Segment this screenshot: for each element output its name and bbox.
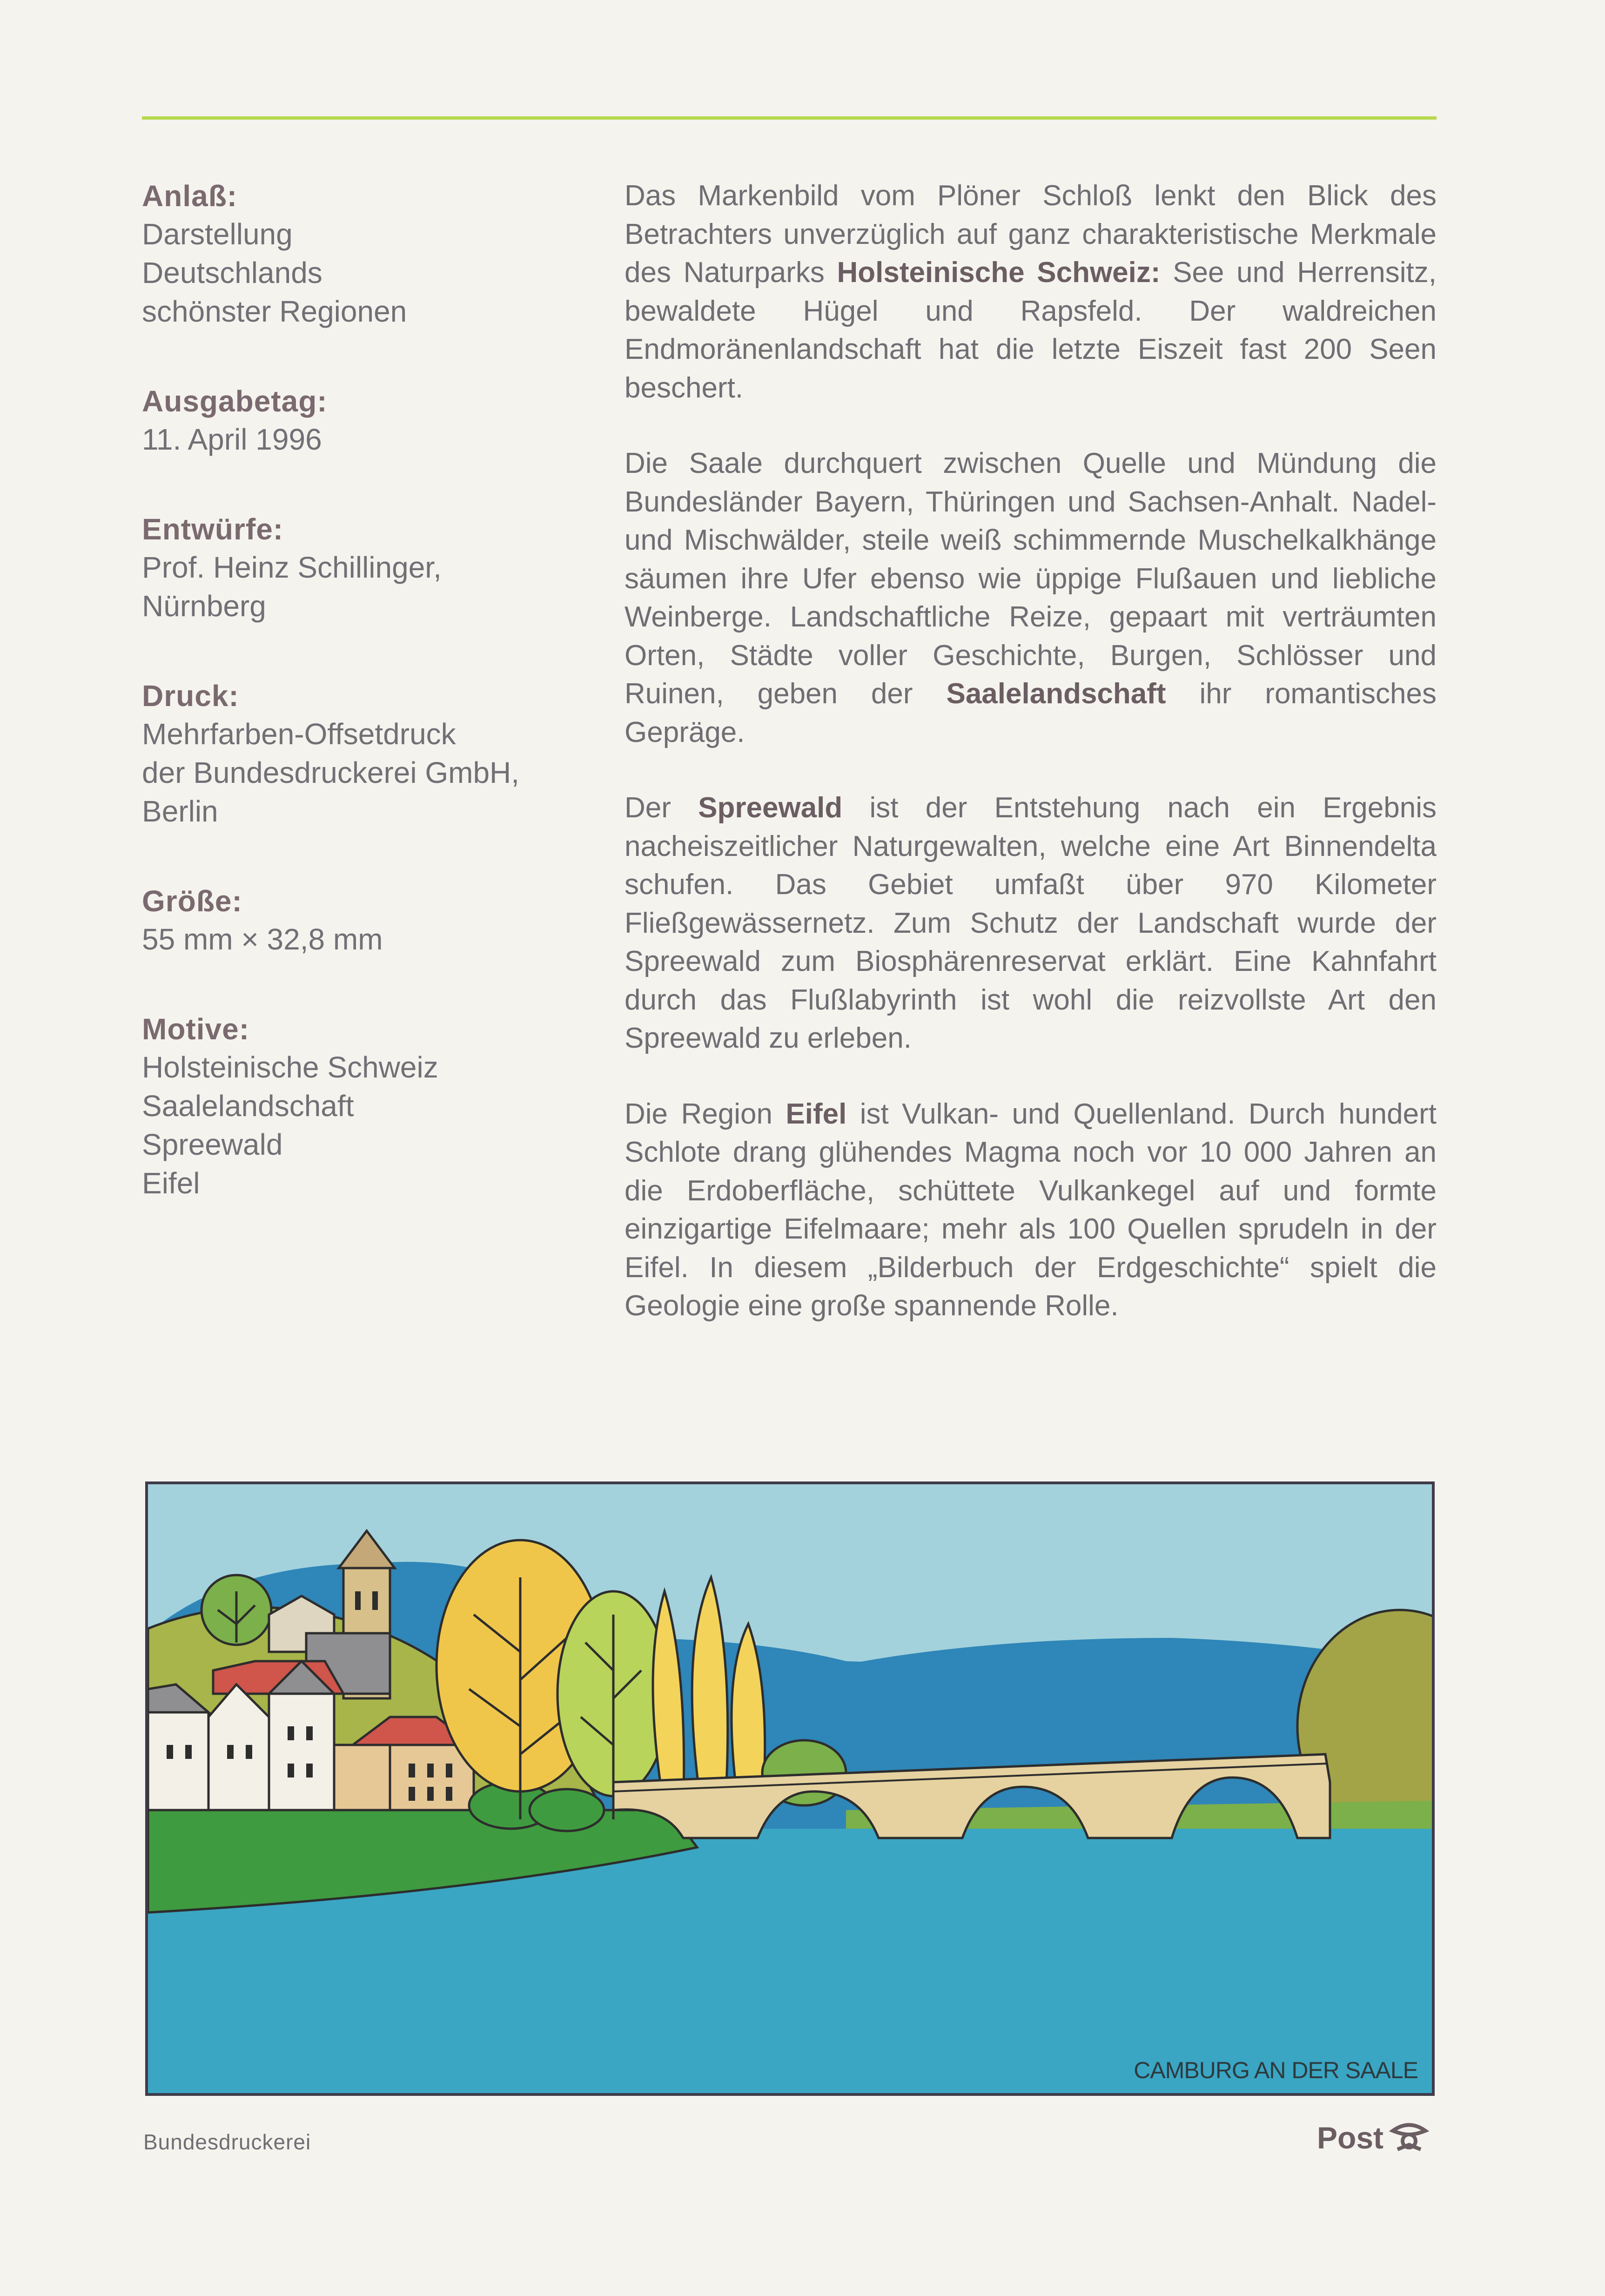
region-name: Holsteinische Schweiz: [837,256,1161,289]
meta-label: Anlaß: [142,179,238,213]
camburg-landscape-drawing [148,1484,1432,2093]
description-paragraph [625,444,1437,752]
top-accent-rule [142,116,1437,120]
paragraph-text: Das Markenbild vom Plöner Schloß lenkt den Blick des Betrachters unverzüglich auf ganz charakteristische Merkmale des Naturparks [625,180,1437,289]
region-name: Spreewald [698,792,843,824]
meta-block [142,382,607,459]
meta-value: Holsteinische Schweiz [142,1050,438,1084]
meta-value: der Bundesdruckerei GmbH, [142,756,520,789]
meta-value: schönster Regionen [142,295,407,328]
paragraph-text: Die Region [625,1098,786,1130]
posthorn-icon [1388,2121,1430,2154]
meta-label: Motive: [142,1012,249,1046]
meta-label: Entwürfe: [142,512,284,546]
description-paragraph [625,177,1437,407]
meta-column [142,177,607,1254]
footer-post-logo [1317,2120,1430,2155]
paragraph-text: See und Herrensitz, bewaldete Hügel und Rapsfeld. Der waldreichen Endmoränenlandschaft hat die letzte Eiszeit fast 200 Seen beschert. [625,256,1437,404]
footer-printer: Bundesdruckerei [143,2130,311,2154]
meta-label: Druck: [142,679,239,713]
stamp-caption: CAMBURG AN DER SAALE [1134,2057,1418,2083]
post-wordmark: Post [1317,2121,1384,2155]
meta-value: Deutschlands [142,256,322,290]
meta-value: 11. April 1996 [142,423,322,456]
description-column [625,177,1437,1363]
region-name: Eifel [786,1098,847,1130]
meta-value: Prof. Heinz Schillinger, [142,551,442,584]
meta-block [142,1010,607,1203]
paragraph-text: ist der Entstehung nach ein Ergebnis nacheiszeitlicher Naturgewalten, welche eine Art Binnendelta schufen. Das Gebiet umfaßt über 970 Kilometer Fließgewässernetz. Zum Schutz der Landschaft wurde der Spreewald zum Biosphärenreservat erklärt. Eine Kahnfahrt durch das Flußlabyrinth ist wohl die reizvollste Art den Spreewald zu erleben. [625,792,1437,1054]
meta-label: Größe: [142,884,242,918]
meta-label: Ausgabetag: [142,384,328,418]
meta-block [142,882,607,959]
meta-value: 55 mm × 32,8 mm [142,922,383,956]
meta-value: Eifel [142,1166,200,1200]
region-name: Saalelandschaft [946,678,1166,710]
meta-value: Darstellung [142,217,293,251]
description-paragraph [625,1095,1437,1326]
meta-value: Spreewald [142,1128,283,1161]
paragraph-text: ihr romantisches Gepräge. [625,678,1437,748]
meta-value: Nürnberg [142,589,266,623]
meta-block [142,177,607,331]
meta-block [142,510,607,626]
stamp-illustration [145,1481,1435,2096]
meta-block [142,677,607,831]
meta-value: Mehrfarben-Offsetdruck [142,717,456,751]
paragraph-text: Der [625,792,698,824]
meta-value: Berlin [142,795,218,828]
meta-value: Saalelandschaft [142,1089,354,1123]
description-paragraph [625,789,1437,1058]
ochre-house [334,1745,390,1810]
paragraph-text: ist Vulkan- und Quellenland. Durch hundert Schlote drang glühendes Magma noch vor 10 000 Jahren an die Erdoberfläche, schüttete Vulkankegel auf und formte einzigartige Eifelmaare; mehr als 100 Quellen sprudeln in der Eifel. In diesem „Bilderbuch der Erdgeschichte“ spielt die Geologie eine große spannende Rolle. [625,1098,1437,1322]
paragraph-text: Die Saale durchquert zwischen Quelle und Mündung die Bundesländer Bayern, Thüringen und Sachsen-Anhalt. Nadel- und Mischwälder, steile weiß schimmernde Muschelkalkhänge säumen ihre Ufer ebenso wie üppige Flußauen und liebliche Weinberge. Landschaftliche Reize, gepaart mit verträumten Orten, Städte voller Geschichte, Burgen, Schlösser und Ruinen, geben der [625,447,1437,710]
